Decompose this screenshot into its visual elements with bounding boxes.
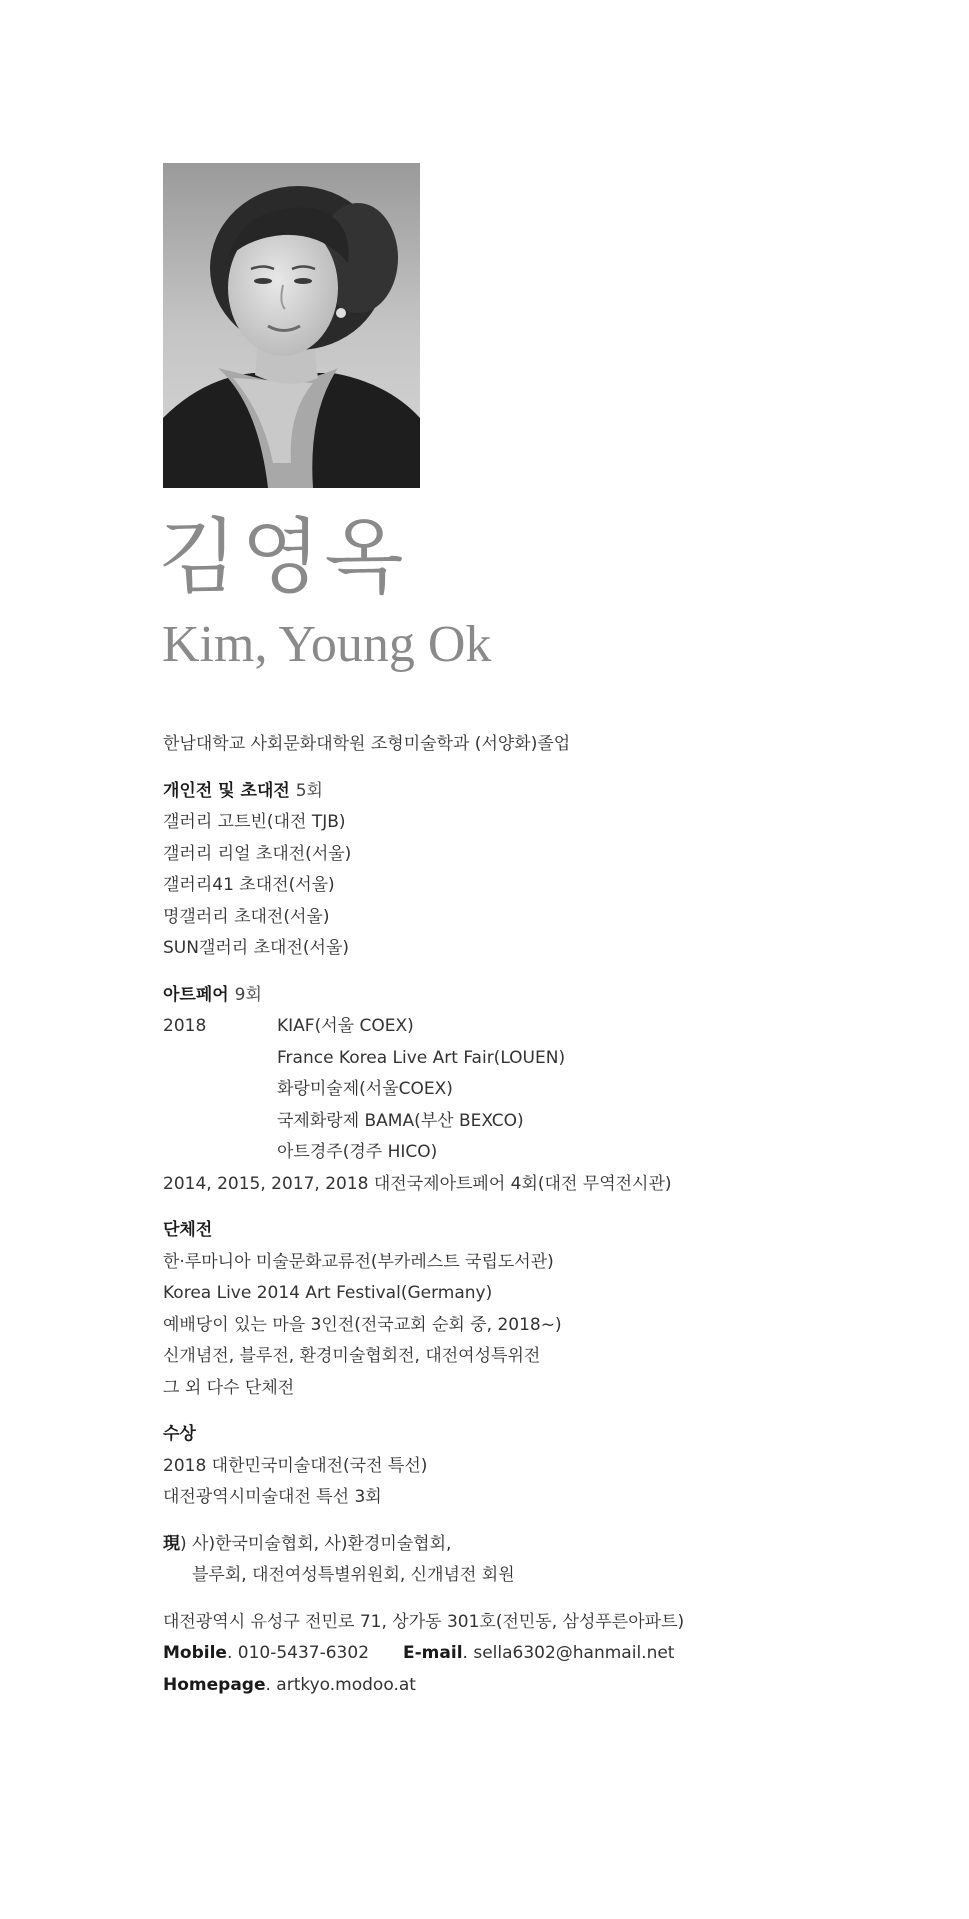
group-item: 한·루마니아 미술문화교류전(부카레스트 국립도서관) bbox=[163, 1251, 554, 1272]
solo-count: 5회 bbox=[295, 780, 323, 801]
awards-heading: 수상 bbox=[163, 1424, 196, 1444]
artist-biography bbox=[163, 729, 923, 1701]
artist-name-korean: 김영옥 bbox=[158, 510, 408, 605]
email-value: . sella6302@hanmail.net bbox=[462, 1643, 675, 1663]
art-fair-item: 화랑미술제(서울COEX) bbox=[277, 1079, 453, 1099]
education-line: 한남대학교 사회문화대학원 조형미술학과 (서양화)졸업 bbox=[163, 734, 571, 754]
current-memberships-line2: 블루회, 대전여성특별위원회, 신개념전 회원 bbox=[192, 1565, 515, 1585]
group-item: 그 외 다수 단체전 bbox=[163, 1377, 295, 1398]
art-fair-row bbox=[163, 1106, 923, 1138]
solo-item: 갤러리41 초대전(서울) bbox=[163, 875, 335, 895]
current-memberships-line1 bbox=[163, 1529, 923, 1561]
address-line: 대전광역시 유성구 전민로 71, 상가동 301호(전민동, 삼성푸른아파트) bbox=[163, 1611, 685, 1632]
solo-exhibitions-heading bbox=[163, 776, 923, 808]
art-fair-item: France Korea Live Art Fair(LOUEN) bbox=[277, 1047, 566, 1068]
homepage-label: Homepage bbox=[163, 1674, 266, 1695]
phone-email-line bbox=[163, 1638, 923, 1670]
group-exhibitions-heading: 단체전 bbox=[163, 1220, 213, 1240]
art-fair-row bbox=[163, 1043, 923, 1075]
art-fair-heading-text: 아트페어 bbox=[163, 984, 229, 1005]
art-fair-count: 9회 bbox=[234, 984, 262, 1005]
solo-heading-text: 개인전 및 초대전 bbox=[163, 780, 290, 801]
art-fair-row bbox=[163, 1074, 923, 1106]
art-fair-heading bbox=[163, 980, 923, 1012]
current-line1-text: ) 사)한국미술협회, 사)환경미술협회, bbox=[180, 1533, 452, 1554]
art-fair-row bbox=[163, 1137, 923, 1169]
solo-item: 갤러리 리얼 초대전(서울) bbox=[163, 843, 352, 864]
award-item: 2018 대한민국미술대전(국전 특선) bbox=[163, 1455, 428, 1476]
email-label: E-mail bbox=[403, 1643, 463, 1663]
art-fair-item: 아트경주(경주 HICO) bbox=[277, 1142, 438, 1162]
mobile-value: . 010-5437-6302 bbox=[226, 1643, 370, 1663]
current-prefix: 現 bbox=[163, 1533, 180, 1554]
group-item: Korea Live 2014 Art Festival(Germany) bbox=[163, 1283, 493, 1303]
homepage-line bbox=[163, 1670, 923, 1702]
mobile-label: Mobile bbox=[163, 1643, 227, 1663]
artist-name-english: Kim, Young Ok bbox=[162, 616, 492, 673]
group-item: 예배당이 있는 마을 3인전(전국교회 순회 중, 2018~) bbox=[163, 1314, 562, 1335]
artist-portrait-photo bbox=[163, 163, 420, 488]
art-fair-extra: 2014, 2015, 2017, 2018 대전국제아트페어 4회(대전 무역전시관) bbox=[163, 1173, 672, 1194]
solo-item: 명갤러리 초대전(서울) bbox=[163, 906, 330, 927]
award-item: 대전광역시미술대전 특선 3회 bbox=[163, 1487, 382, 1507]
solo-item: 갤러리 고트빈(대전 TJB) bbox=[163, 812, 346, 832]
homepage-value: . artkyo.modoo.at bbox=[265, 1674, 416, 1695]
art-fair-item: KIAF(서울 COEX) bbox=[277, 1016, 414, 1036]
group-item: 신개념전, 블루전, 환경미술협회전, 대전여성특위전 bbox=[163, 1346, 541, 1366]
art-fair-item: 국제화랑제 BAMA(부산 BEXCO) bbox=[277, 1110, 524, 1131]
art-fair-row bbox=[163, 1011, 923, 1043]
art-fair-year: 2018 bbox=[163, 1016, 207, 1036]
solo-item: SUN갤러리 초대전(서울) bbox=[163, 938, 349, 958]
